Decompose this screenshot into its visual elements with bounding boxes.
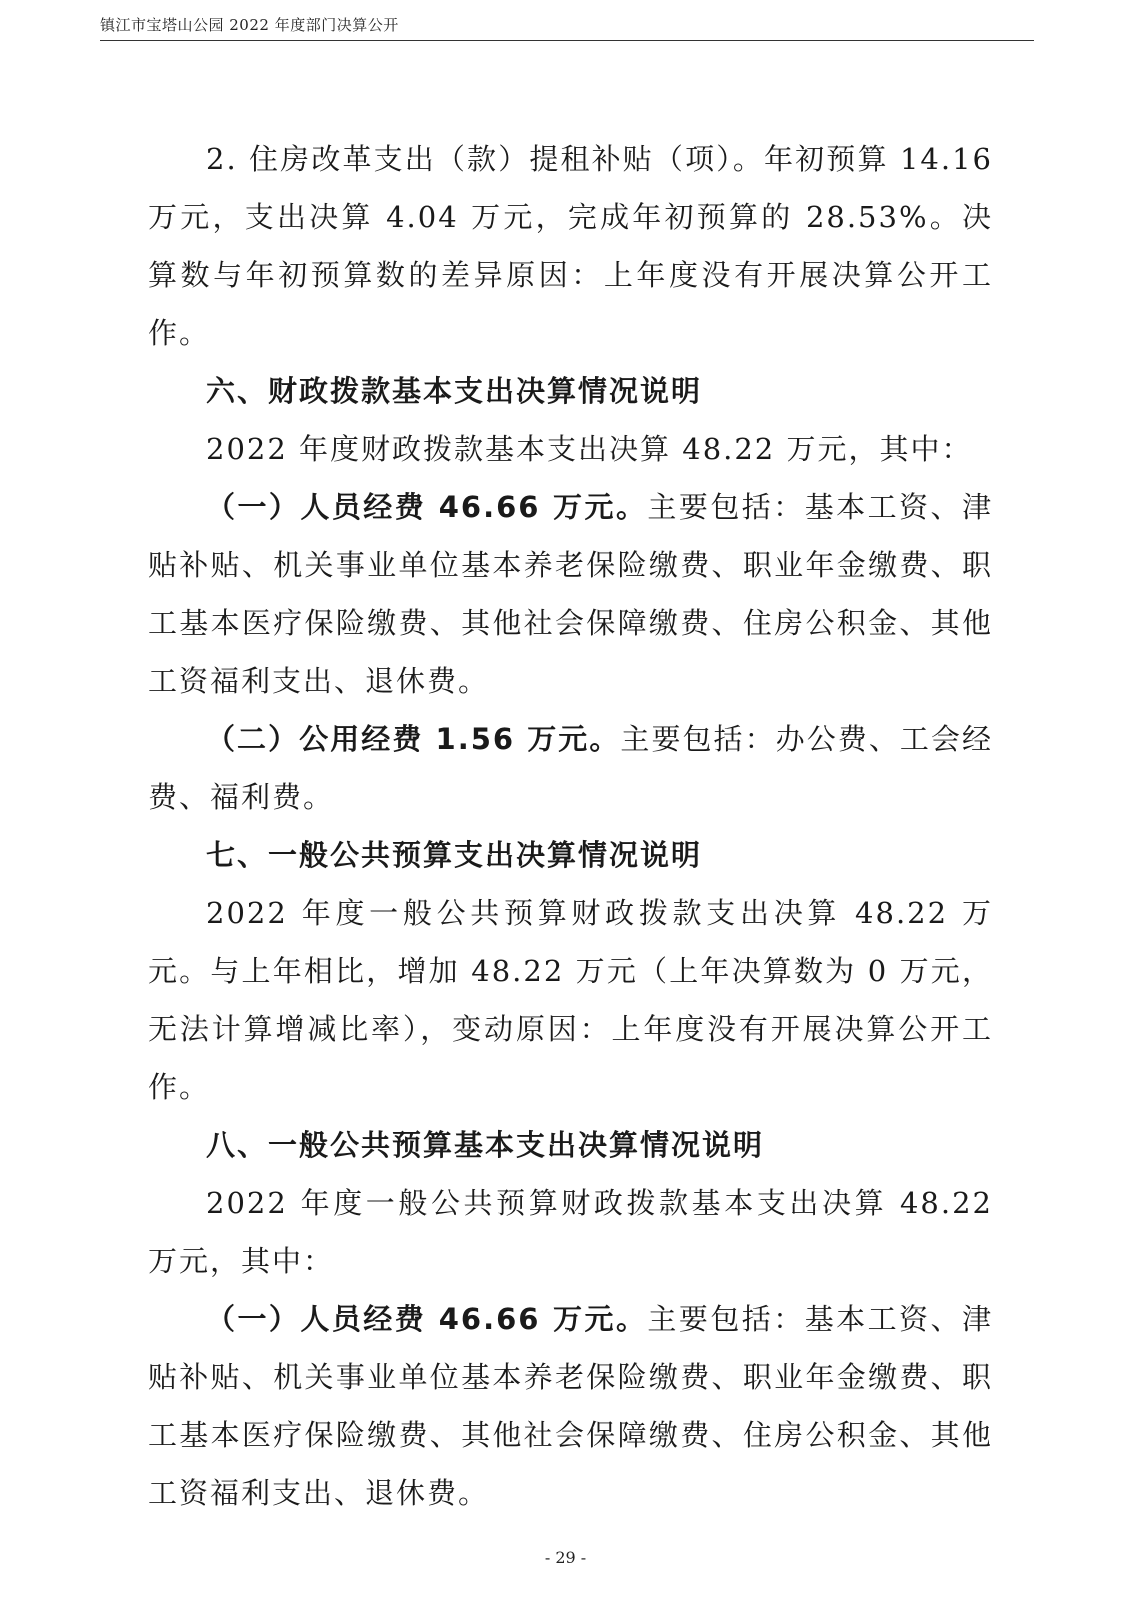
paragraph-lead: （一）人员经费 46.66 万元。 xyxy=(206,1302,648,1336)
paragraph-lead: （二）公用经费 1.56 万元。 xyxy=(206,722,621,756)
section-heading-7: 七、一般公共预算支出决算情况说明 xyxy=(206,838,703,872)
paragraph-lead: （一）人员经费 46.66 万元。 xyxy=(206,490,648,524)
section-heading-6: 六、财政拨款基本支出决算情况说明 xyxy=(206,374,703,408)
document-body xyxy=(148,130,993,1522)
paragraph-housing-reform: 2. 住房改革支出（款）提租补贴（项）。年初预算 14.16 万元，支出决算 4.04 万元，完成年初预算的 28.53%。决算数与年初预算数的差异原因：上年度没有开展决算公开工作。 xyxy=(148,142,993,350)
paragraph-basic-expenditure: 2022 年度财政拨款基本支出决算 48.22 万元，其中： xyxy=(206,432,973,466)
page-number: - 29 - xyxy=(544,1548,587,1567)
paragraph-body: 主要包括：基本工资、津贴补贴、机关事业单位基本养老保险缴费、职业年金缴费、职工基本医疗保险缴费、其他社会保障缴费、住房公积金、其他工资福利支出、退休费。 xyxy=(148,490,993,698)
paragraph-general-basic-expenditure: 2022 年度一般公共预算财政拨款基本支出决算 48.22 万元，其中： xyxy=(148,1186,993,1278)
paragraph-personnel-expenses-2 xyxy=(148,1290,993,1522)
paragraph-public-expenses xyxy=(148,710,993,826)
paragraph-body: 主要包括：基本工资、津贴补贴、机关事业单位基本养老保险缴费、职业年金缴费、职工基本医疗保险缴费、其他社会保障缴费、住房公积金、其他工资福利支出、退休费。 xyxy=(148,1302,993,1510)
paragraph-body: 主要包括：办公费、工会经费、福利费。 xyxy=(148,722,993,814)
running-header: 镇江市宝塔山公园 2022 年度部门决算公开 xyxy=(100,16,399,34)
section-heading-8: 八、一般公共预算基本支出决算情况说明 xyxy=(206,1128,765,1162)
paragraph-general-budget: 2022 年度一般公共预算财政拨款支出决算 48.22 万元。与上年相比，增加 48.22 万元（上年决算数为 0 万元，无法计算增减比率），变动原因：上年度没有开展决算公开工作。 xyxy=(148,896,993,1104)
header-rule xyxy=(100,40,1034,41)
paragraph-personnel-expenses xyxy=(148,478,993,710)
